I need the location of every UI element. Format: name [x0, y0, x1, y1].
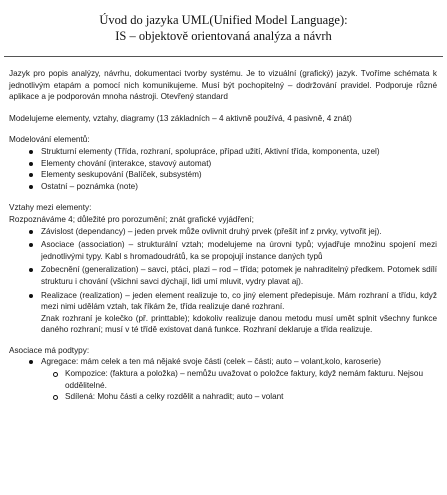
relations-heading: Vztahy mezi elementy: [9, 203, 92, 213]
relations-subheading: Rozpoznáváme 4; důležité pro porozumění; znát grafické vyjádření; [9, 214, 254, 224]
list-item: Kompozice: (faktura a položka) – nemůžu uvažovat o položce faktury, když nemám fakturu. Nejsou oddělitelné. [9, 368, 437, 391]
aggregation-sublist [9, 368, 437, 403]
intro-paragraph: Jazyk pro popis analýzy, návrhu, dokumentaci tvorby systému. Je to vizuální (grafický) jazyk. Tvoříme schémata k jednotlivým etapám a pomocí nich komunikujeme. Musí být pochopitelný – dodržování pravidel. Podporuje různé aplikace a je podporován mnoha nástroji. Otevřený standard [9, 69, 437, 102]
elements-heading: Modelování elementů: [9, 135, 90, 145]
realization-note: Znak rozhraní je kolečko (př. printtable); kdokoliv realizuje danou metodu musí umět splnit všechny funkce daného rozhraní; musí v té třídě existovat daná funkce. Rozhraní deklaruje a třída realizuje. [41, 313, 437, 335]
list-item: Elementy seskupování (Balíček, subsystém) [9, 169, 437, 181]
modeling-paragraph: Modelujeme elementy, vztahy, diagramy (13 základních – 4 aktivně používá, 4 pasivně, 4 znát) [9, 113, 352, 123]
elements-list [9, 146, 437, 192]
relations-list [9, 226, 437, 313]
document-body [9, 68, 437, 403]
list-item: Strukturní elementy (Třída, rozhraní, spolupráce, případ užití, Aktivní třída, komponenta, uzel) [9, 146, 437, 158]
title-line-1: Úvod do jazyka UML(Unified Model Language): [99, 13, 348, 27]
association-types-heading: Asociace má podtypy: [9, 345, 90, 355]
list-item: Zobecnění (generalization) – savci, ptáci, plazi – rod – třída; potomek je nahraditelný předkem. Potomek sdílí strukturu i chování (všichni savci dýchají, lidi umí mluvit, vydry plavat aj). [9, 264, 437, 287]
list-item: Závislost (dependancy) – jeden prvek může ovlivnit druhý prvek (přešít inf z prvky, vytvořit jej). [9, 226, 437, 238]
list-item: Asociace (association) – strukturální vztah; modelujeme na úrovni typů; vyjadřuje množinu spojení mezi jednotlivými typy. Kabl s hromadoudrátů, ka se propojují instance daných typů [9, 239, 437, 262]
list-item: Sdílená: Mohu části a celky rozdělit a nahradit; auto – volant [9, 391, 437, 403]
list-item: Elementy chování (interakce, stavový automat) [9, 158, 437, 170]
title-divider [4, 56, 443, 57]
association-types-list [9, 356, 437, 368]
title-line-2: IS – objektově orientovaná analýza a návrh [115, 29, 332, 43]
document-title [0, 12, 447, 44]
list-item: Ostatní – poznámka (note) [9, 181, 437, 193]
list-item: Realizace (realization) – jeden element realizuje to, co jiný element předepisuje. Mám rozhraní a třídu, když mezi nimi udělám vztah, tak říkám že, třída realizuje dané rozhraní. [9, 290, 437, 313]
list-item: Agregace: mám celek a ten má nějaké svoje části (celek – části; auto – volant,kolo, karoserie) [9, 356, 437, 368]
